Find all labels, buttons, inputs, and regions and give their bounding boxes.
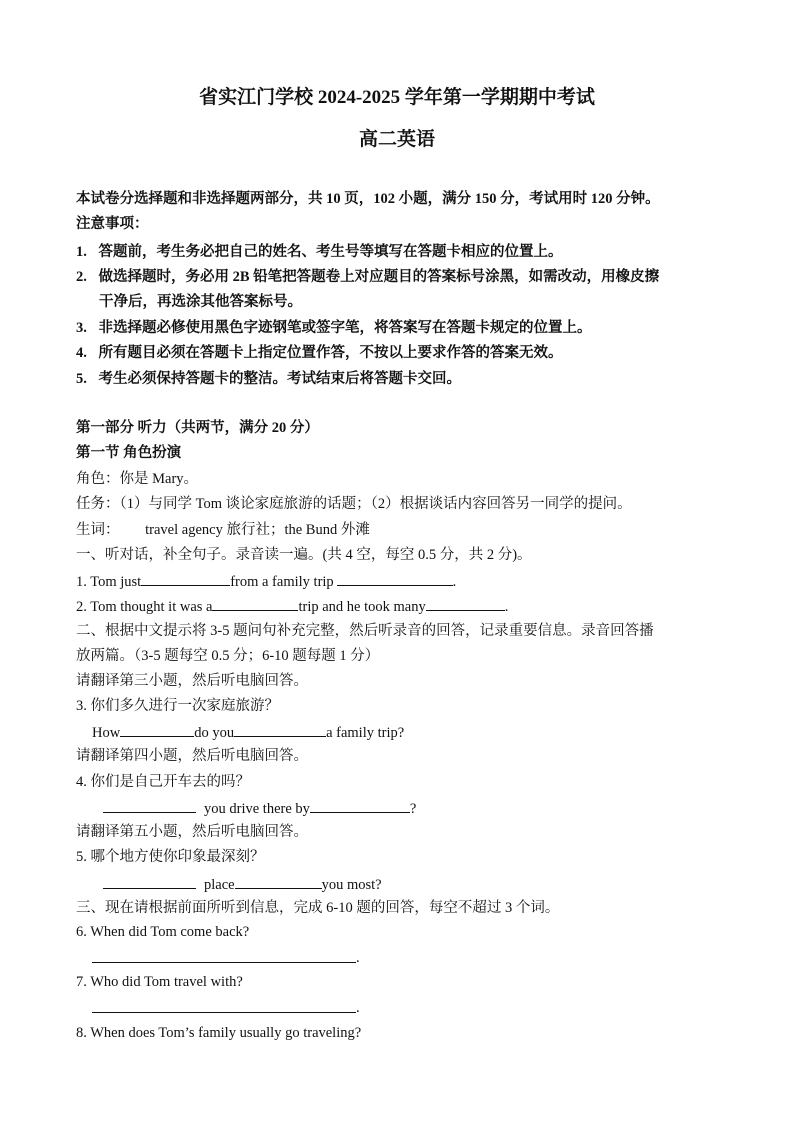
q4-chinese: 4. 你们是自己开车去的吗？	[76, 774, 250, 790]
notice-item-text: 所有题目必须在答题卡上指定位置作答，不按以上要求作答的答案无效。	[98, 345, 563, 361]
page-title: 省实江门学校 2024-2025 学年第一学期期中考试	[199, 87, 595, 108]
q3-text-b: do you	[194, 725, 235, 741]
answer-blank[interactable]	[120, 721, 194, 737]
answer-blank[interactable]	[103, 873, 196, 889]
notice-item-number: 5.	[76, 371, 87, 387]
q5-chinese: 5. 哪个地方使你印象最深刻？	[76, 849, 265, 865]
q2-text-a: 2. Tom thought it was a	[76, 599, 213, 615]
question-7: 7. Who did Tom travel with?	[76, 974, 243, 990]
notice-item-continuation: 干净后，再选涂其他答案标号。	[99, 294, 302, 310]
question-1	[76, 570, 456, 592]
answer-period: .	[356, 950, 360, 966]
q4-text-b: you drive there by	[204, 801, 310, 817]
notice-item-number: 4.	[76, 345, 87, 361]
notice-item-number: 3.	[76, 320, 87, 336]
q3-prompt: 请翻译第三小题，然后听电脑回答。	[76, 673, 308, 689]
q1-text-c: .	[452, 574, 457, 590]
question-3	[92, 721, 404, 743]
q3-text-a: How	[92, 725, 121, 741]
notice-item	[76, 267, 659, 287]
question-5	[103, 873, 382, 895]
vocab-text: travel agency 旅行社；the Bund 外滩	[145, 522, 370, 538]
notice-item	[76, 369, 461, 389]
section-a-heading: 一、听对话，补全句子。录音读一遍。(共 4 空，每空 0.5 分，共 2 分)。	[76, 547, 532, 563]
q2-text-c: .	[504, 599, 509, 615]
task-text: 任务：（1）与同学 Tom 谈论家庭旅游的话题；（2）根据谈话内容回答另一同学的提问。	[76, 496, 632, 512]
role-text: 角色：你是 Mary。	[76, 471, 199, 487]
notice-item	[76, 318, 592, 338]
q1-text-a: 1. Tom just	[76, 574, 142, 590]
answer-line[interactable]	[92, 1012, 356, 1013]
notice-item-text: 考生必须保持答题卡的整洁。考试结束后将答题卡交回。	[98, 371, 461, 387]
notice-item-text: 做选择题时，务必用 2B 铅笔把答题卷上对应题目的答案标号涂黑，如需改动，用橡皮擦	[98, 269, 660, 285]
vocab-label: 生词：	[76, 522, 120, 538]
section-b-heading-line1: 二、根据中文提示将 3-5 题问句补充完整，然后听录音的回答，记录重要信息。录音回答播	[76, 623, 654, 639]
part-heading: 第一部分 听力（共两节，满分 20 分）	[76, 420, 319, 436]
notice-heading: 注意事项：	[76, 216, 149, 232]
notice-item	[76, 242, 563, 262]
notice-item-text: 答题前，考生务必把自己的姓名、考生号等填写在答题卡相应的位置上。	[98, 244, 563, 260]
answer-blank[interactable]	[426, 595, 505, 611]
q1-text-b: from a family trip	[230, 574, 334, 590]
answer-blank[interactable]	[103, 797, 196, 813]
answer-blank[interactable]	[310, 797, 410, 813]
answer-blank[interactable]	[337, 570, 453, 586]
q4-prompt: 请翻译第四小题，然后听电脑回答。	[76, 748, 308, 764]
notice-item-number: 2.	[76, 269, 87, 285]
page-subtitle: 高二英语	[358, 129, 435, 150]
q2-text-b: trip and he took many	[298, 599, 426, 615]
answer-line[interactable]	[92, 962, 356, 963]
answer-blank[interactable]	[235, 873, 322, 889]
section-b-heading-line2: 放两篇。（3-5 题每空 0.5 分；6-10 题每题 1 分）	[76, 648, 380, 664]
answer-blank[interactable]	[141, 570, 230, 586]
q5-text-c: you most?	[321, 877, 382, 893]
notice-item-number: 1.	[76, 244, 87, 260]
answer-blank[interactable]	[212, 595, 298, 611]
question-8: 8. When does Tom’s family usually go traveling?	[76, 1025, 362, 1041]
notice-item-text: 非选择题必修使用黑色字迹钢笔或签字笔，将答案写在答题卡规定的位置上。	[98, 320, 592, 336]
q5-text-b: place	[204, 877, 235, 893]
vocab-line	[76, 520, 370, 540]
question-2	[76, 595, 508, 617]
notice-item	[76, 343, 563, 363]
section-heading: 第一节 角色扮演	[76, 445, 182, 461]
q5-prompt: 请翻译第五小题，然后听电脑回答。	[76, 824, 308, 840]
question-6: 6. When did Tom come back?	[76, 924, 250, 940]
answer-blank[interactable]	[234, 721, 326, 737]
section-c-heading: 三、现在请根据前面所听到信息，完成 6-10 题的回答，每空不超过 3 个词。	[76, 900, 560, 916]
question-4	[103, 797, 416, 819]
intro-text: 本试卷分选择题和非选择题两部分，共 10 页，102 小题，满分 150 分，考试用时 120 分钟。	[76, 191, 660, 207]
q3-chinese: 3. 你们多久进行一次家庭旅游？	[76, 698, 279, 714]
answer-period: .	[356, 1000, 360, 1016]
q4-text-c: ?	[409, 801, 417, 817]
q3-text-c: a family trip?	[326, 725, 405, 741]
